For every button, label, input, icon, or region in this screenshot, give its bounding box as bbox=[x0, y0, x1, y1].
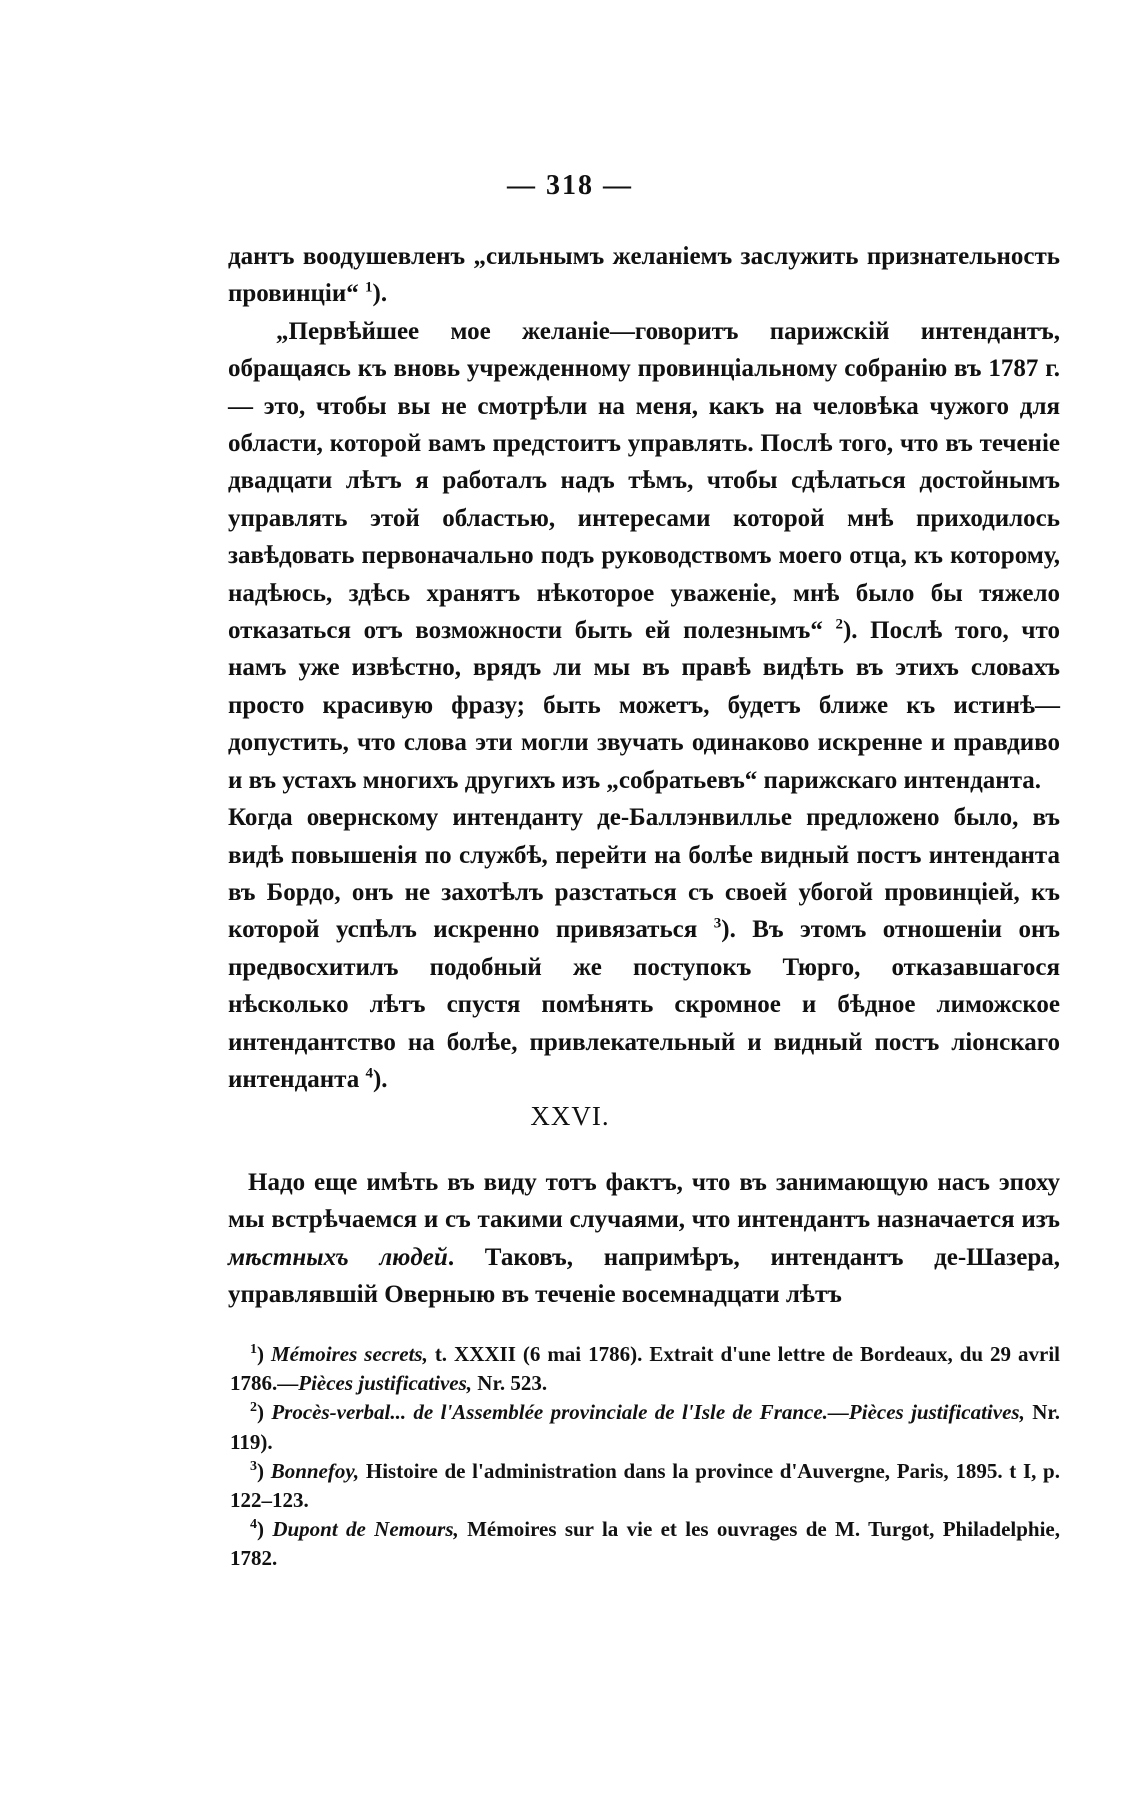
footnote-ref-3: 3 bbox=[713, 915, 722, 932]
page-number: — 318 — bbox=[507, 170, 633, 201]
footnote-1-text1: t. XXXII (6 mai 1786). Extrait d'une lettre de Bordeaux, du 29 avril 1786.— bbox=[230, 1342, 1060, 1396]
paragraph-2-part1: „Первѣйшее мое желаніе—говоритъ парижскій интендантъ, обращаясь къ вновь учрежденному провинціальному собранію въ 1787 г.— это, чтобы вы не смотрѣли на меня, какъ на человѣка чужого для области, которой вамъ предстоитъ управлять. Послѣ того, что въ теченіе двадцати лѣтъ я работалъ надъ тѣмъ, чтобы сдѣлаться достойнымъ управлять этой областью, интересами которой мнѣ приходилось завѣдовать первоначально подъ руководствомъ моего отца, къ которому, надѣюсь, здѣсь хранятъ нѣкоторое уваженіе, мнѣ было бы тяжело отказаться отъ возможности быть ей полезнымъ“ bbox=[228, 317, 1060, 645]
paragraph-2 bbox=[228, 313, 1060, 799]
footnote-1-mark: 1 bbox=[250, 1342, 257, 1357]
main-text bbox=[228, 238, 1060, 1098]
section-text bbox=[228, 1164, 1060, 1314]
footnotes bbox=[230, 1340, 1060, 1574]
footnote-3-mark: 3 bbox=[250, 1458, 257, 1474]
emphasis-local-people: мѣстныхъ людей bbox=[228, 1243, 448, 1271]
paragraph-1-text: дантъ воодушевленъ „сильнымъ желаніемъ заслужить признательность провинціи“ bbox=[228, 243, 1060, 308]
footnote-3-text1: Histoire de l'administration dans la province d'Auvergne, Paris, 1895. t I, p. 122–123. bbox=[230, 1458, 1060, 1513]
paragraph-3-part2: ). Въ этомъ отношеніи онъ предвосхитилъ подобный же поступокъ Тюрго, отказавшагося нѣсколько лѣтъ спустя помѣнять скромное и бѣдное лиможское интендантство на болѣе, привлекательный и видный постъ ліонскаго интенданта bbox=[228, 916, 1061, 1093]
footnote-4-text1: Mémoires sur la vie et les ouvrages de M. Turgot, Philadelphie, 1782. bbox=[230, 1517, 1060, 1571]
footnote-1: $^1$) Mémoires secrets, t. XXXII (6 mai 1786). Extrait d'une lettre de Bordeaux, du 29 avril 1786.—Pièces justificatives, Nr. 523. bbox=[230, 1342, 1060, 1396]
section-heading: XXVI. bbox=[530, 1101, 610, 1131]
footnote-2-title: Procès-verbal... de l'Assemblée provinciale de l'Isle de France.—Pièces justificatives, bbox=[271, 1400, 1025, 1425]
footnote-1-source: Pièces justificatives, bbox=[298, 1371, 473, 1396]
footnote-3-author: Bonnefoy, bbox=[270, 1458, 360, 1483]
paragraph-2-part2: ). Послѣ того, что намъ уже извѣстно, врядъ ли мы въ правѣ видѣть въ этихъ словахъ просто красивую фразу; быть можетъ, будетъ ближе къ истинѣ—допустить, что слова эти могли звучать одинаково искренне и правдиво и въ устахъ многихъ другихъ изъ „собратьевъ“ парижскаго интенданта. bbox=[228, 617, 1060, 794]
section-paragraph-part2: . Таковъ, напримѣръ, интендантъ де-Шазера, управлявшій Оверныю въ теченіе восемнадцати лѣтъ bbox=[228, 1243, 1060, 1309]
footnote-2-text1: Nr. 119). bbox=[230, 1400, 1060, 1454]
section-paragraph-1 bbox=[228, 1164, 1060, 1314]
paragraph-3-end: ). bbox=[372, 1065, 388, 1093]
footnote-1-title: Mémoires secrets, bbox=[270, 1342, 428, 1366]
footnote-3: $^3$) Bonnefoy, Histoire de l'administration dans la province d'Auvergne, Paris, 1895. t I, p. 122–123. bbox=[230, 1458, 1060, 1513]
footnote-1-text2: Nr. 523. bbox=[472, 1371, 548, 1396]
footnote-4-mark: 4 bbox=[250, 1517, 257, 1533]
paragraph-3-part1: Когда овернскому интенданту де-Баллэнвиллье предложено было, въ видѣ повышенія по службѣ, перейти на болѣе видный постъ интенданта въ Бордо, онъ не захотѣлъ разстаться съ своей убогой провинціей, къ которой успѣлъ искренно привязаться bbox=[228, 804, 1060, 944]
section-paragraph-part1: Надо еще имѣть въ виду тотъ фактъ, что въ занимающую насъ эпоху мы встрѣчаемся и съ такими случаями, что интендантъ назначается изъ bbox=[228, 1169, 1060, 1234]
footnote-4-author: Dupont de Nemours, bbox=[272, 1517, 459, 1542]
footnote-4: $^4$) Dupont de Nemours, Mémoires sur la vie et les ouvrages de M. Turgot, Philadelphie, 1782. bbox=[230, 1517, 1060, 1571]
paragraph-3 bbox=[228, 799, 1060, 1098]
footnote-2: $^2$) Procès-verbal... de l'Assemblée provinciale de l'Isle de France.—Pièces justificatives, Nr. 119). bbox=[230, 1400, 1060, 1454]
footnote-2-mark: 2 bbox=[250, 1400, 257, 1416]
footnote-ref-1: 1 bbox=[365, 280, 373, 297]
paragraph-1 bbox=[228, 238, 1060, 313]
footnote-ref-2: 2 bbox=[835, 616, 843, 633]
footnote-ref-4: 4 bbox=[365, 1065, 373, 1082]
paragraph-1-end: ). bbox=[372, 280, 388, 308]
